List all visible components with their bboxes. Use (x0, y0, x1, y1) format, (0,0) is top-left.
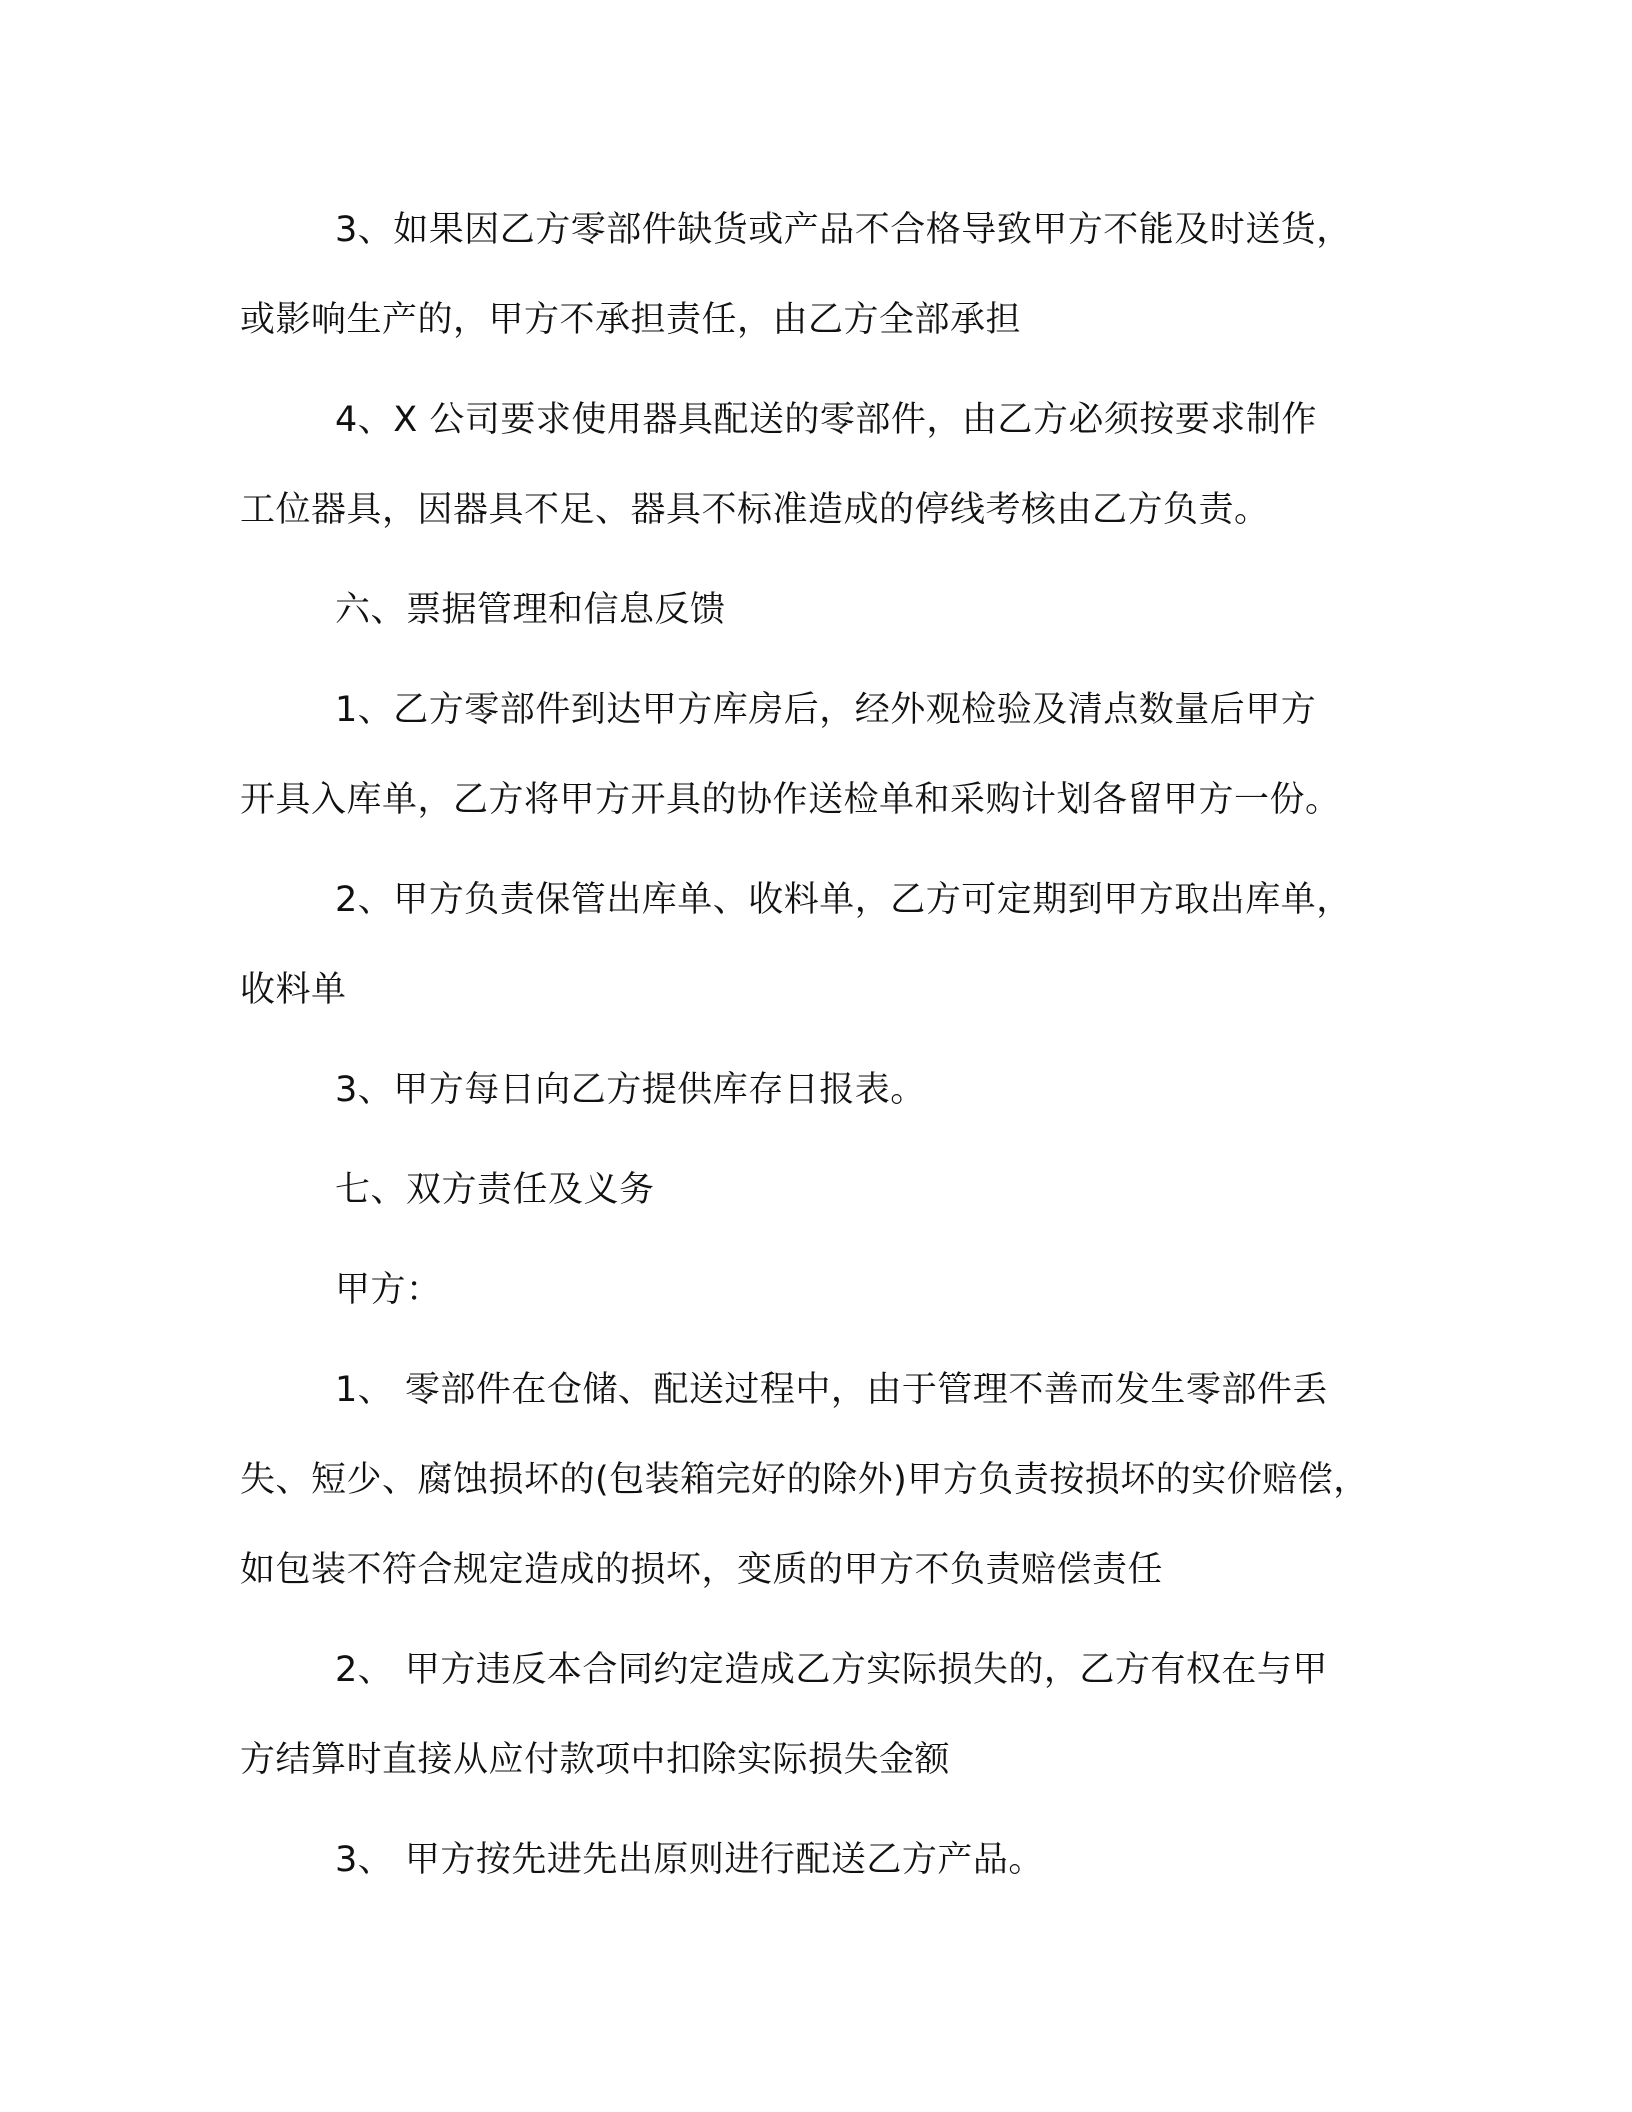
paragraph-line: 开具入库单，乙方将甲方开具的协作送检单和采购计划各留甲方一份。 (240, 780, 1341, 820)
paragraph-line: 收料单 (240, 970, 347, 1010)
paragraph-line: 2、甲方负责保管出库单、收料单，乙方可定期到甲方取出库单， (335, 880, 1352, 920)
section-6-clause-3-paragraph (240, 1045, 1420, 1135)
section-6-clause-1-paragraph (240, 665, 1420, 845)
paragraph-line: 1、 零部件在仓储、配送过程中，由于管理不善而发生零部件丢 (335, 1370, 1328, 1410)
paragraph-line: 工位器具，因器具不足、器具不标准造成的停线考核由乙方负责。 (240, 490, 1270, 530)
paragraph-line: 如包装不符合规定造成的损坏，变质的甲方不负责赔偿责任 (240, 1550, 1164, 1590)
party-label-text: 甲方： (335, 1270, 442, 1310)
section-6-clause-2-paragraph (240, 855, 1420, 1035)
paragraph-line: 或影响生产的，甲方不承担责任，由乙方全部承担 (240, 300, 1022, 340)
clause-4-paragraph (240, 375, 1420, 555)
paragraph-line: 4、X 公司要求使用器具配送的零部件，由乙方必须按要求制作 (335, 400, 1317, 440)
paragraph-line: 2、 甲方违反本合同约定造成乙方实际损失的，乙方有权在与甲 (335, 1650, 1328, 1690)
paragraph-line: 3、甲方每日向乙方提供库存日报表。 (335, 1070, 926, 1110)
party-a-label (240, 1245, 1420, 1335)
section-heading-text: 六、票据管理和信息反馈 (335, 590, 726, 630)
section-6-heading (240, 565, 1420, 655)
clause-3-paragraph (240, 185, 1420, 365)
section-heading-text: 七、双方责任及义务 (335, 1170, 655, 1210)
paragraph-line: 方结算时直接从应付款项中扣除实际损失金额 (240, 1740, 951, 1780)
document-body (240, 185, 1420, 1905)
section-7-heading (240, 1145, 1420, 1235)
paragraph-line: 3、 甲方按先进先出原则进行配送乙方产品。 (335, 1840, 1044, 1880)
party-a-clause-3-paragraph (240, 1815, 1420, 1905)
paragraph-line: 1、乙方零部件到达甲方库房后，经外观检验及清点数量后甲方 (335, 690, 1317, 730)
paragraph-line: 3、如果因乙方零部件缺货或产品不合格导致甲方不能及时送货， (335, 210, 1352, 250)
paragraph-line: 失、短少、腐蚀损坏的(包装箱完好的除外)甲方负责按损坏的实价赔偿， (240, 1460, 1369, 1500)
party-a-clause-2-paragraph (240, 1625, 1420, 1805)
party-a-clause-1-paragraph (240, 1345, 1420, 1615)
